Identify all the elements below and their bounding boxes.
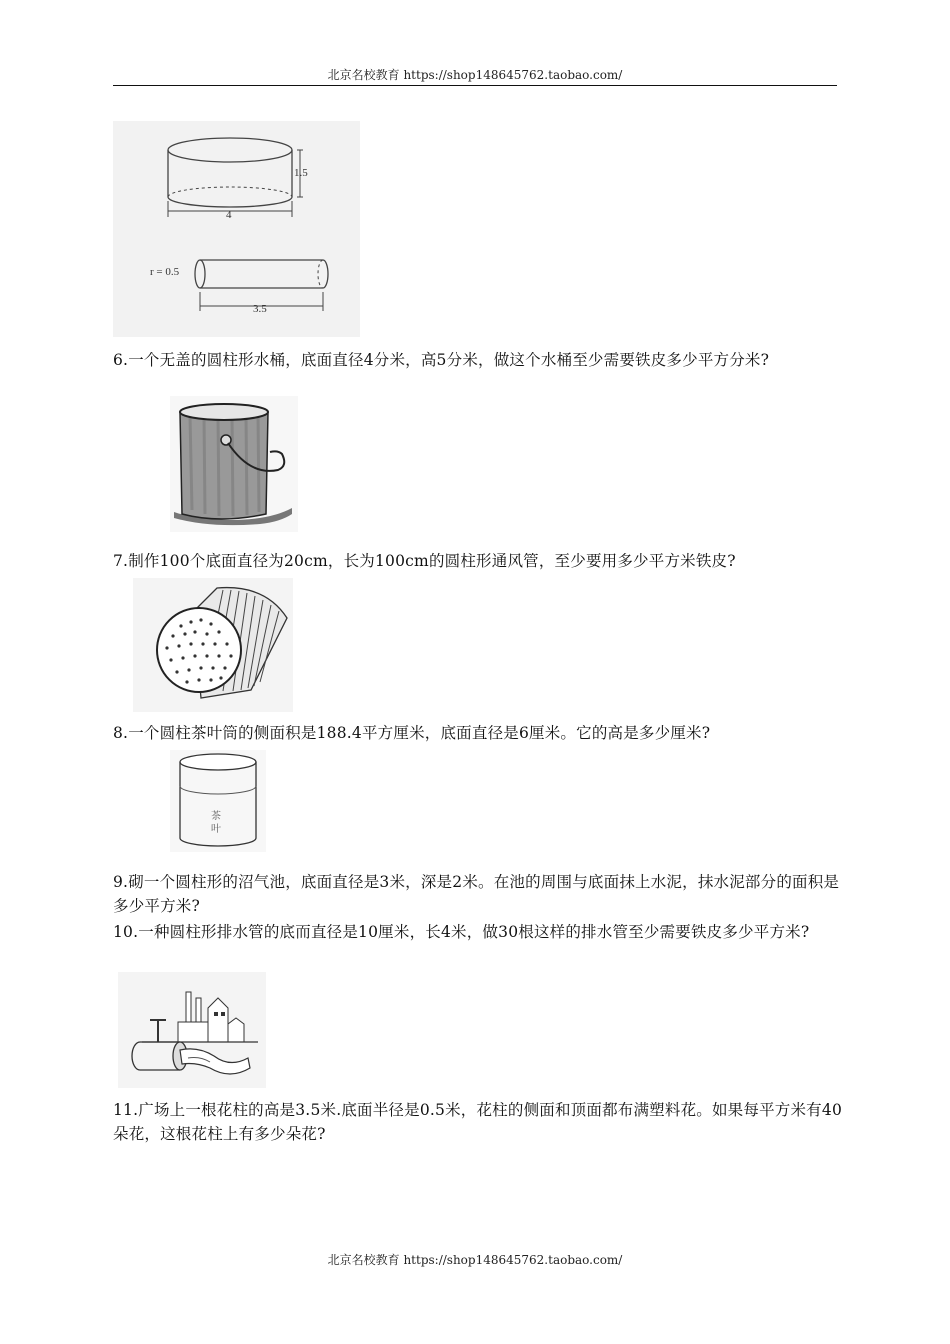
- figure-bucket: [170, 396, 298, 532]
- footer-text: 北京名校教育 https://shop148645762.taobao.com/: [327, 1253, 623, 1267]
- header-rule: [113, 85, 837, 86]
- figure-tea-can: [170, 750, 266, 852]
- radius-label: r = 0.5: [150, 266, 180, 278]
- tea-label-bottom: 叶: [211, 824, 221, 835]
- question-6: 6.一个无盖的圆柱形水桶，底面直径4分米，高5分米，做这个水桶至少需要铁皮多少平方分米?: [113, 351, 770, 369]
- figure-drainage-pipe-factory: [118, 972, 266, 1088]
- header-text: 北京名校教育 https://shop148645762.taobao.com/: [327, 68, 623, 82]
- length-label: 3.5: [253, 303, 267, 315]
- figure-cylinder-and-pipe: [113, 121, 360, 337]
- height-label: 1.5: [294, 167, 308, 179]
- question-11: 11.广场上一根花柱的高是3.5米.底面半径是0.5米，花柱的侧面和顶面都布满塑料花。如果每平方米有40朵花，这根花柱上有多少朵花?: [113, 1101, 843, 1143]
- question-9: 9.砌一个圆柱形的沼气池，底面直径是3米，深是2米。在池的周围与底面抹上水泥，抹水泥部分的面积是多少平方米?: [113, 873, 840, 915]
- figure-ventilation-pipes: [133, 578, 293, 712]
- question-10: 10.一种圆柱形排水管的底而直径是10厘米，长4米，做30根这样的排水管至少需要铁皮多少平方米?: [113, 923, 810, 941]
- tea-label-top: 茶: [211, 811, 221, 822]
- diameter-label: 4: [226, 209, 232, 221]
- question-8: 8.一个圆柱茶叶筒的侧面积是188.4平方厘米，底面直径是6厘米。它的高是多少厘米?: [113, 724, 711, 742]
- question-7: 7.制作100个底面直径为20cm，长为100cm的圆柱形通风管，至少要用多少平方米铁皮?: [113, 552, 736, 570]
